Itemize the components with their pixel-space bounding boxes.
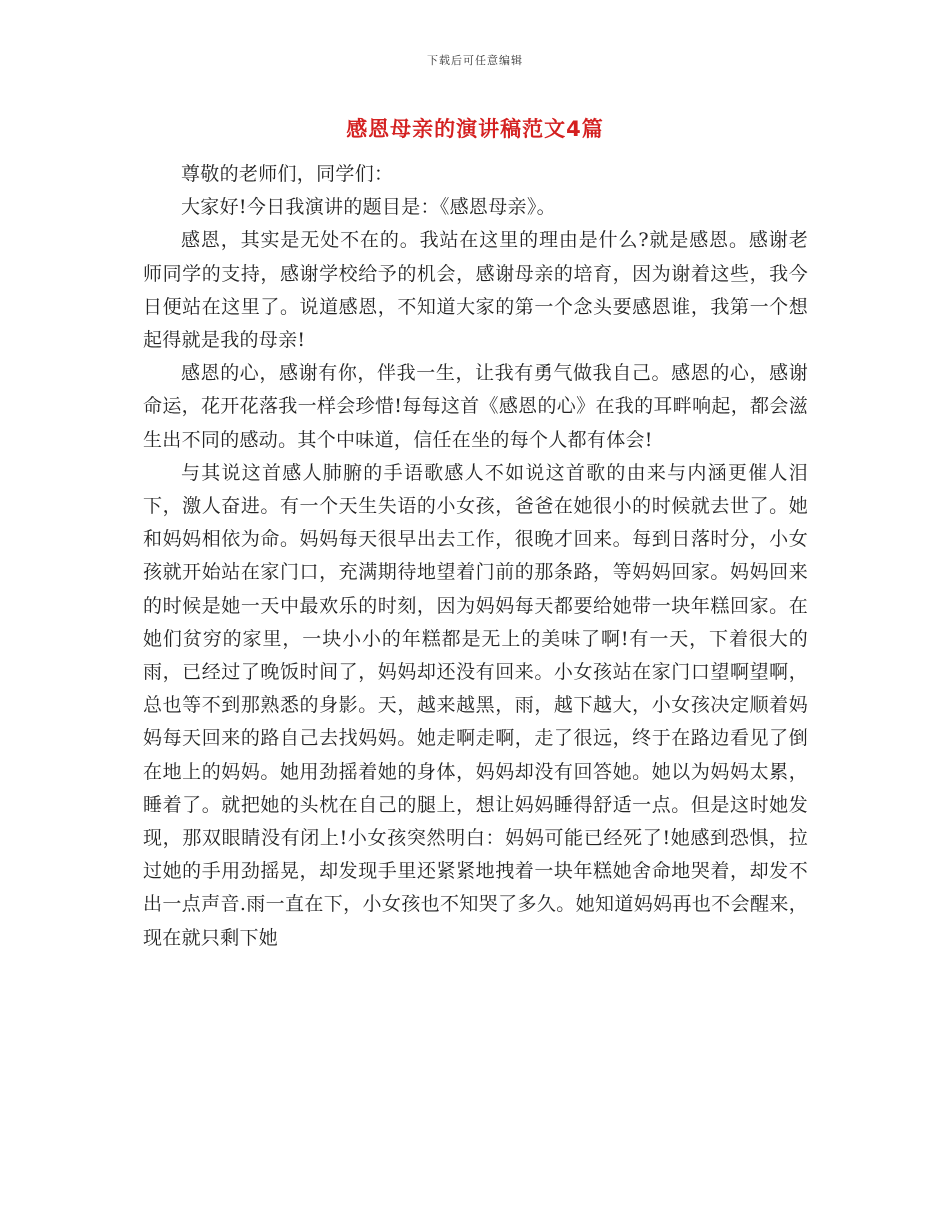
document-title: 感恩母亲的演讲稿范文4篇 (346, 117, 604, 141)
paragraph-greeting: 尊敬的老师们，同学们： (181, 163, 394, 185)
paragraph-story: 与其说这首感人肺腑的手语歌感人不如说这首歌的由来与内涵更催人泪下，激人奋进。有一个天生失语的小女孩，爸爸在她很小的时候就去世了。她和妈妈相依为命。妈妈每天很早出去工作，很晚才回来。每到日落时分，小女孩就开始站在家门口，充满期待地望着门前的那条路，等妈妈回家。妈妈回来的时候是她一天中最欢乐的时刻，因为妈妈每天都要给她带一块年糕回家。在她们贫穷的家里，一块小小的年糕都是无上的美味了啊!有一天，下着很大的雨，已经过了晚饭时间了，妈妈却还没有回来。小女孩站在家门口望啊望啊，总也等不到那熟悉的身影。天，越来越黑，雨，越下越大，小女孩决定顺着妈妈每天回来的路自己去找妈妈。她走啊走啊，走了很远，终于在路边看见了倒在地上的妈妈。她用劲摇着她的身体，妈妈却没有回答她。她以为妈妈太累，睡着了。就把她的头枕在自己的腿上，想让妈妈睡得舒适一点。但是这时她发现，那双眼睛没有闭上!小女孩突然明白：妈妈可能已经死了!她感到恐惧，拉过她的手用劲摇晃，却发现手里还紧紧地拽着一块年糕她舍命地哭着，却发不出一点声音.雨一直在下，小女孩也不知哭了多久。她知道妈妈再也不会醒来，现在就只剩下她 (143, 461, 808, 949)
paragraph-intro: 大家好!今日我演讲的题目是：《感恩母亲》。 (181, 196, 556, 219)
document-body (143, 158, 808, 955)
page-header-note: 下载后可任意编辑 (427, 54, 523, 67)
paragraph-song: 感恩的心，感谢有你，伴我一生，让我有勇气做我自己。感恩的心，感谢命运，花开花落我一样会珍惜!每每这首《感恩的心》在我的耳畔响起，都会滋生出不同的感动。其个中味道，信任在坐的每个人都有体会! (143, 362, 808, 451)
paragraph-gratitude: 感恩，其实是无处不在的。我站在这里的理由是什么?就是感恩。感谢老师同学的支持，感谢学校给予的机会，感谢母亲的培育，因为谢着这些，我今日便站在这里了。说道感恩，不知道大家的第一个念头要感恩谁，我第一个想起得就是我的母亲! (143, 229, 808, 352)
